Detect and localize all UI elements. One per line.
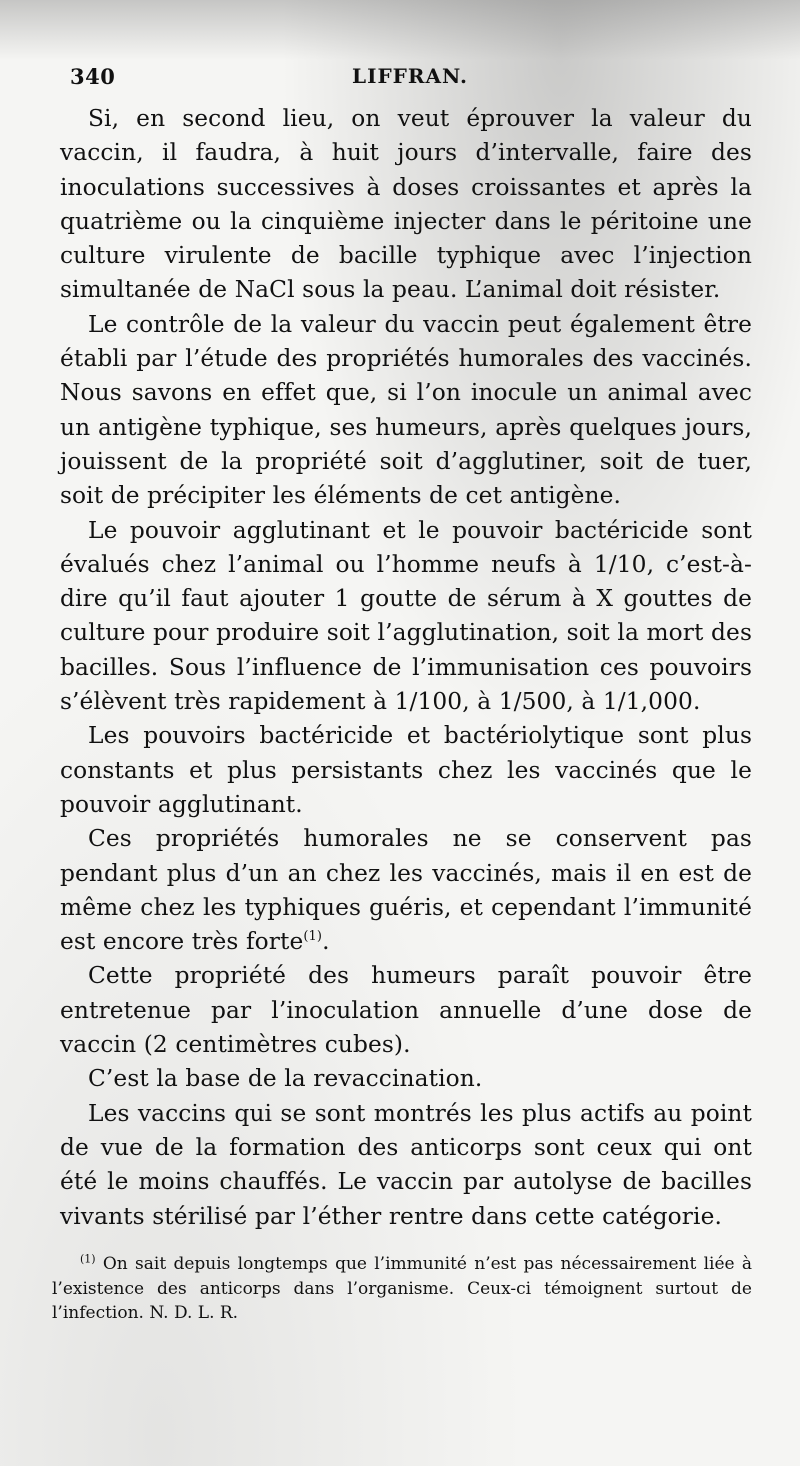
paragraph-7: C’est la base de la revaccination. <box>88 1065 483 1093</box>
scan-shadow <box>0 0 800 60</box>
body-text <box>60 102 752 1234</box>
paragraph-5-text: Ces propriétés humorales ne se conservent pas pendant plus d’un an chez les vaccinés, mais il en est de même chez les typhiques guéris, et cependant l’immunité est encore très forte <box>60 825 752 956</box>
page-header <box>70 64 750 94</box>
paragraph-3: Le pouvoir agglutinant et le pouvoir bactéricide sont évalués chez l’animal ou l’homme neufs à 1/10, c’est-à-dire qu’il faut ajouter 1 goutte de sérum à X gouttes de culture pour produire soit l’agglutination, soit la mort des bacilles. Sous l’influence de l’immunisation ces pouvoirs s’élèvent très rapidement à 1/100, à 1/500, à 1/1,000. <box>60 516 752 716</box>
running-head: LIFFRAN. <box>352 64 468 88</box>
footnote-paragraph <box>52 1252 752 1326</box>
footnote <box>52 1252 752 1326</box>
footnote-reference: (1) <box>303 929 323 945</box>
paragraph-8: Les vaccins qui se sont montrés les plus actifs au point de vue de la formation des anticorps sont ceux qui ont été le moins chauffés. Le vaccin par autolyse de bacilles vivants stérilisé par l’éther rentre dans cette catégorie. <box>60 1099 752 1230</box>
paragraph-5-period: . <box>322 928 330 956</box>
paragraph-1: Si, en second lieu, on veut éprouver la valeur du vaccin, il faudra, à huit jours d’intervalle, faire des inoculations successives à doses croissantes et après la quatrième ou la cinquième injecter dans le péritoine une culture virulente de bacille typhique avec l’injection simultanée de NaCl sous la peau. L’animal doit résister. <box>60 105 752 304</box>
footnote-marker: (1) <box>80 1252 96 1266</box>
footnote-text: On sait depuis longtemps que l’immunité n’est pas nécessairement liée à l’existence des anticorps dans l’organisme. Ceux-ci témoignent surtout de l’infection. N. D. L. R. <box>52 1254 752 1323</box>
paragraph-2: Le contrôle de la valeur du vaccin peut également être établi par l’étude des propriétés humorales des vaccinés. Nous savons en effet que, si l’on inocule un animal avec un antigène typhique, ses humeurs, après quelques jours, jouissent de la propriété soit d’agglutiner, soit de tuer, soit de précipiter les éléments de cet antigène. <box>60 310 752 510</box>
page-number: 340 <box>70 64 116 89</box>
paragraph-5 <box>60 822 752 959</box>
paragraph-4: Les pouvoirs bactéricide et bactériolytique sont plus constants et plus persistants chez les vaccinés que le pouvoir agglutinant. <box>60 722 752 818</box>
paragraph-6: Cette propriété des humeurs paraît pouvoir être entretenue par l’inoculation annuelle d’une dose de vaccin (2 centimètres cubes). <box>60 962 752 1059</box>
